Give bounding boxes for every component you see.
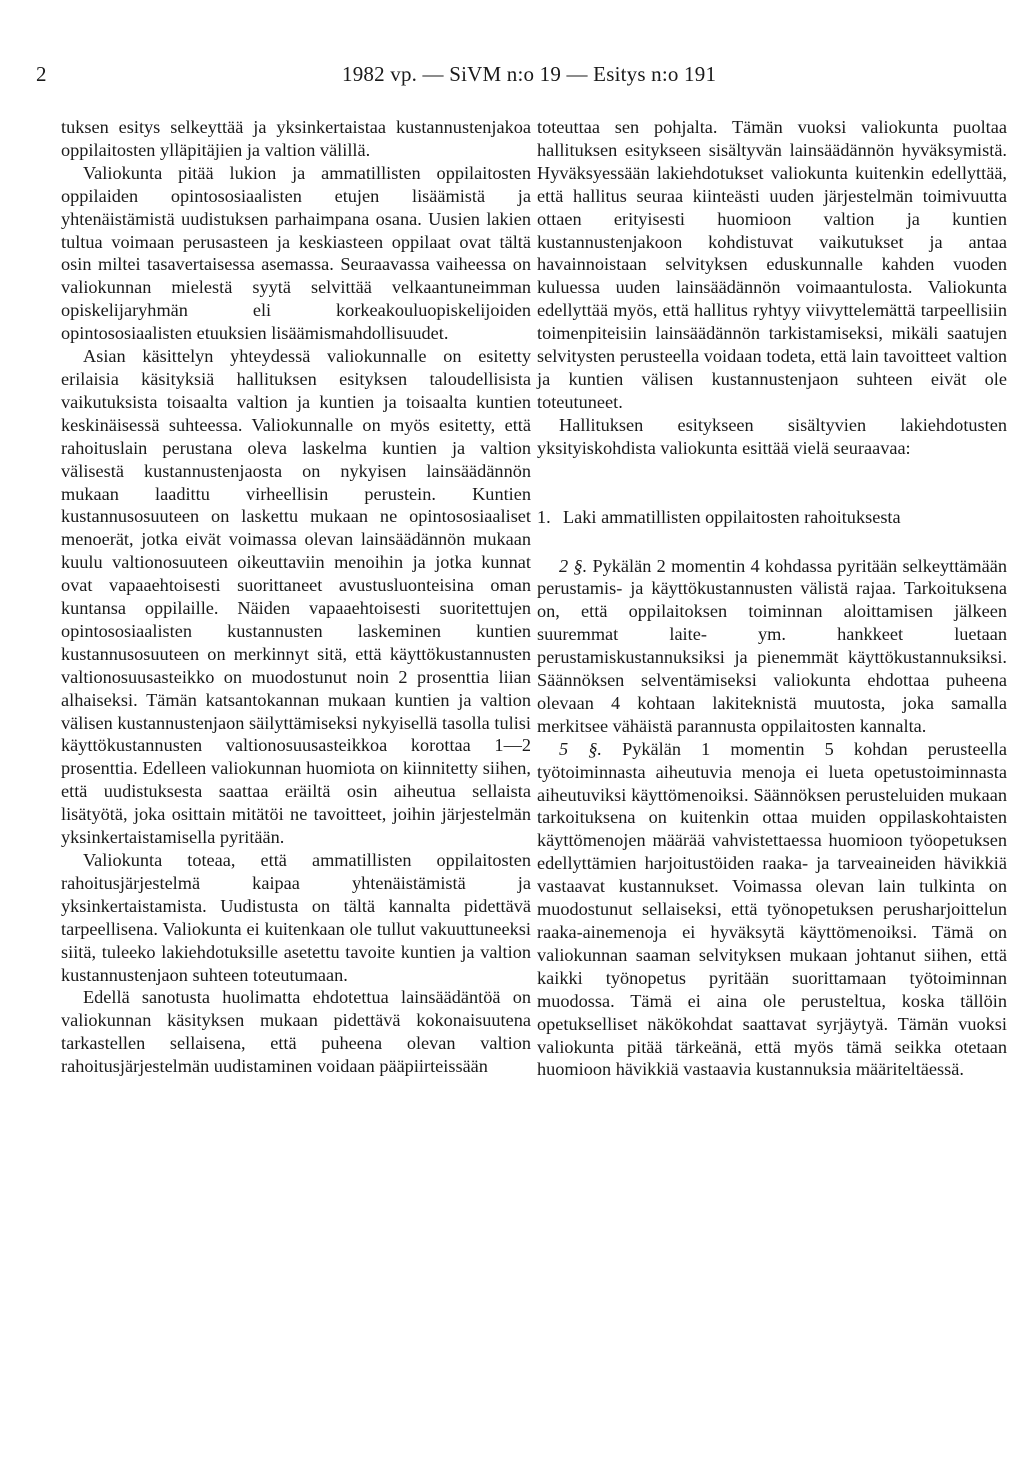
left-column [61,116,531,1078]
paragraph: tuksen esitys selkeyttää ja yksinkertaistaa kustannustenjakoa oppilaitosten ylläpitäjien ja valtion välillä. [61,117,531,160]
page-number: 2 [36,62,47,86]
section-heading [537,506,1007,529]
section-sign: 5 §. [559,738,602,759]
paragraph: toteuttaa sen pohjalta. Tämän vuoksi valiokunta puoltaa hallituksen esitykseen sisältyvän lainsäädännön hyväksymistä. Hyväksyessään lakiehdotukset valiokunta kuitenkin edellyttää, että hallitus seuraa kiinteästi uuden järjestelmän toimivuutta ottaen erityisesti huomioon valtion ja kuntien kustannustenjakoon kohdistuvat vaikutukset ja antaa havainnoistaan selvityksen eduskunnalle kahden vuoden kuluessa uuden lainsäädännön voimaantulosta. Valiokunta edellyttää myös, että hallitus ryhtyy viivyttelemättä tarpeellisiin toimenpiteisiin lainsäädännön tarkistamiseksi, mikäli saatujen selvitysten perusteella voidaan todeta, että lain tavoitteet valtion ja kuntien välisen kustannustenjaon suhteen eivät ole toteutuneet. [537,117,1007,412]
paragraph-section-5 [537,738,1007,1082]
paragraph: Valiokunta pitää lukion ja ammatillisten oppilaitosten oppilaiden opintososiaalisten etujen lisäämistä ja yhtenäistämistä uudistuksen parhaimpana osana. Uusien lakien tultua voimaan perusasteen ja keskiasteen oppilaat ovat tältä osin miltei tasavertaisessa asemassa. Seuraavassa vaiheessa on valiokunnan mielestä syytä selvittää velkaantuneimman opiskelijaryhmän eli korkeakouluopiskelijoiden opintososiaalisten etuuksien lisäämismahdollisuudet. [61,162,531,344]
right-column [537,116,1007,1081]
paragraph-section-2 [537,555,1007,738]
section-number: 1. [537,506,551,527]
section-sign: 2 §. [559,555,588,576]
running-head: 1982 vp. — SiVM n:o 19 — Esitys n:o 191 [342,62,717,86]
paragraph-text: Pykälän 2 momentin 4 kohdassa pyritään selkeyttämään perustamis- ja käyttökustannusten välistä rajaa. Tarkoituksena on, että oppilaitoksen toiminnan aloittamisen jälkeen suuremmat laite- ym. hankkeet luetaan perustamiskustannuksiksi ja pienemmät käyttökustannuksiksi. Säännöksen selventämiseksi valiokunta ehdottaa puheena olevaan 4 kohtaan lakiteknistä muutosta, joka samalla merkitsee vähäistä parannusta oppilaitosten kannalta. [537,555,1008,736]
paragraph: Valiokunta toteaa, että ammatillisten oppilaitosten rahoitusjärjestelmä kaipaa yhtenäistämistä ja yksinkertaistamista. Uudistusta on tältä kannalta pidettävä tarpeellisena. Valiokunta ei kuitenkaan ole tullut vakuuttuneeksi siitä, tuleeko lakiehdotuksille asetettu tavoite kuntien ja valtion kustannustenjaon suhteen toteutumaan. [61,850,531,985]
paragraph-text: Pykälän 1 momentin 5 kohdan perusteella työtoiminnasta aiheutuvia menoja ei lueta opetustoiminnasta aiheutuviksi käyttömenoiksi. Säännöksen perusteluiden mukaan tarkoituksena on kuitenkin ottaa muiden oppilaskohtaisten käyttömenojen määrää vahvistettaessa huomioon työopetuksen edellyttämien harjoitustöiden raaka- ja tarveaineiden hävikkiä vastaavat kustannukset. Voimassa olevan lain tulkinta on muodostunut sellaiseksi, että työnopetuksen perusharjoittelun raaka-ainemenoja ei hyväksytä käyttömenoiksi. Tämä on valiokunnan saaman selvityksen mukaan johtanut siihen, että kaikki työnopetus pyritään suorittamaan työtoiminnan muodossa. Tämä ei aina ole perusteltua, koska tällöin opetukselliset näkökohdat saattavat syrjäytyä. Tämän vuoksi valiokunta pitää tärkeänä, että myös tämä seikka otetaan huomioon hävikkiä vastaavia kustannuksia määriteltäessä. [537,738,1007,1080]
paragraph: Asian käsittelyn yhteydessä valiokunnalle on esitetty erilaisia käsityksiä hallituksen esityksen taloudellisista vaikutuksista toisaalta valtion ja kuntien ja toisaalta kuntien keskinäisessä suhteessa. Valiokunnalle on myös esitetty, että rahoituslain perustana oleva laskelma kuntien ja valtion välisestä kustannustenjaosta on nykyisen lainsäädännön mukaan laadittu virheellisin perustein. Kuntien kustannusosuuteen on laskettu mukaan ne opintososiaaliset menoerät, jotka eivät voimassa olevan lainsäädännön mukaan kuulu valtionosuuteen oikeuttaviin menoihin ja jotka kunnat ovat vapaaehtoisesti suorittaneet avustusluonteisina oman kuntansa oppilaille. Näiden vapaaehtoisesti suoritettujen opintososiaalisten kustannusten laskeminen kuntien kustannusosuuteen on merkinnyt sitä, että käyttökustannusten valtionosuusasteikko on muodostunut noin 2 prosenttia liian alhaiseksi. Tämän katsantokannan mukaan kuntien ja valtion välisen kustannustenjaon säilyttämiseksi nykyisellä tasolla tulisi käyttökustannusten valtionosuusasteikkoa korottaa 1—2 prosenttia. Edelleen valiokunnan huomiota on kiinnitetty siihen, että uudistuksesta saattaa eräiltä osin aiheutua sellaista lisätyötä, joka osittain mitätöi ne tavoitteet, joihin järjestelmän yksinkertaistamisella pyritään. [61,346,531,848]
page-header [36,62,996,92]
paragraph: Hallituksen esitykseen sisältyvien lakiehdotusten yksityiskohdista valiokunta esittää vielä seuraavaa: [537,414,1007,458]
section-title: Laki ammatillisten oppilaitosten rahoituksesta [563,506,901,527]
paragraph: Edellä sanotusta huolimatta ehdotettua lainsäädäntöä on valiokunnan käsityksen mukaan pidettävä kokonaisuutena tarkastellen sellaisena, että puheena olevan valtion rahoitusjärjestelmän uudistaminen voidaan pääpiirteissään [61,987,531,1077]
